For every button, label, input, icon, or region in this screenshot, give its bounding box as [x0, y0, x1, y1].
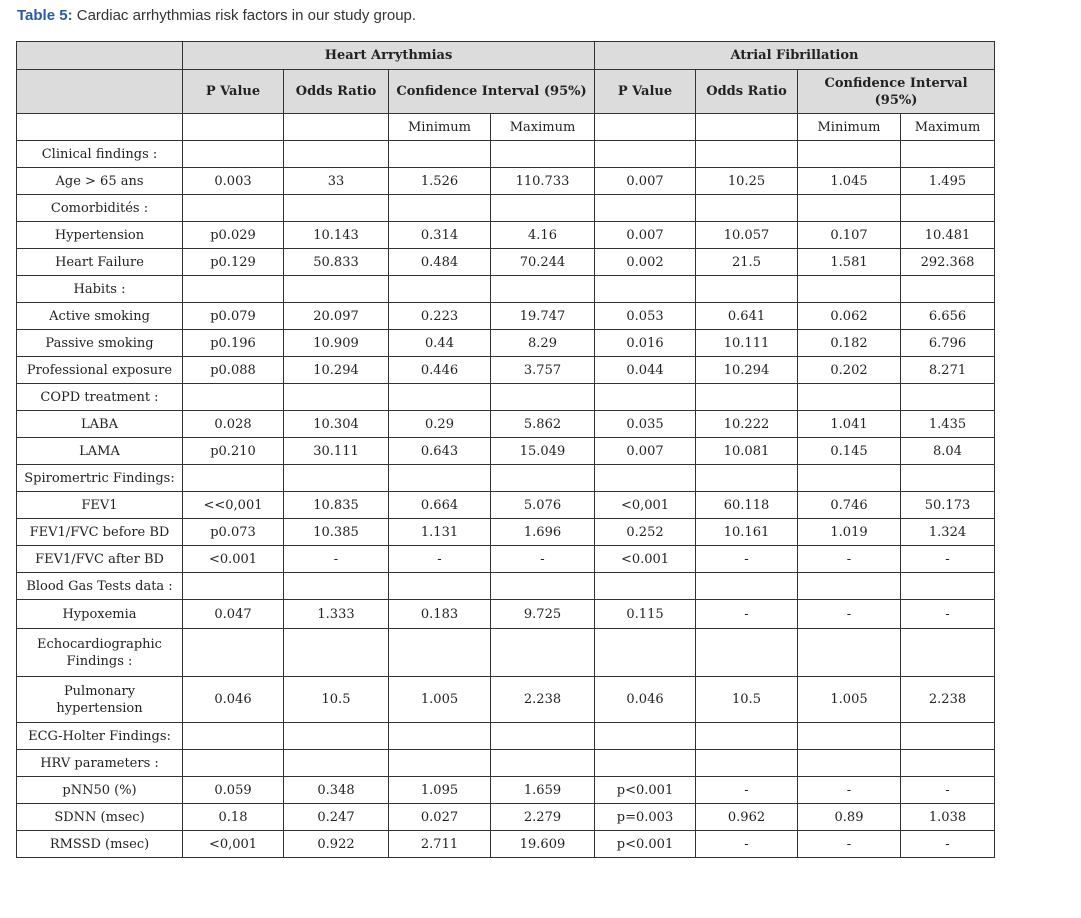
table-cell: - — [696, 831, 798, 858]
table-cell: <0.001 — [183, 546, 284, 573]
table-cell — [183, 384, 284, 411]
row-label: Hypoxemia — [17, 600, 183, 629]
table-cell: 5.076 — [491, 492, 595, 519]
table-cell: 1.041 — [798, 411, 901, 438]
table-cell: 0.145 — [798, 438, 901, 465]
col-header-odds-ratio: Odds Ratio — [284, 70, 389, 114]
table-cell — [284, 573, 389, 600]
table-cell — [595, 465, 696, 492]
table-cell: 1.696 — [491, 519, 595, 546]
table-cell: 10.294 — [284, 357, 389, 384]
table-cell: 1.526 — [389, 168, 491, 195]
table-cell: 4.16 — [491, 222, 595, 249]
col-header-odds-ratio: Odds Ratio — [696, 70, 798, 114]
row-label: Pulmonary hypertension — [17, 677, 183, 723]
row-label: LAMA — [17, 438, 183, 465]
row-label: FEV1/FVC before BD — [17, 519, 183, 546]
table-cell — [798, 195, 901, 222]
table-row — [17, 492, 995, 519]
table-cell: 8.29 — [491, 330, 595, 357]
table-row — [17, 330, 995, 357]
table-cell — [284, 750, 389, 777]
table-cell: 0.223 — [389, 303, 491, 330]
table-cell: 0.183 — [389, 600, 491, 629]
table-cell: 10.5 — [696, 677, 798, 723]
col-header-p-value: P Value — [595, 70, 696, 114]
section-row — [17, 723, 995, 750]
table-cell: 15.049 — [491, 438, 595, 465]
table-cell: 1.324 — [901, 519, 995, 546]
table-row — [17, 303, 995, 330]
subheader-empty-cell — [183, 114, 284, 141]
table-cell: - — [901, 546, 995, 573]
row-label: FEV1/FVC after BD — [17, 546, 183, 573]
table-cell: <0,001 — [595, 492, 696, 519]
table-cell: 6.656 — [901, 303, 995, 330]
table-cell: 21.5 — [696, 249, 798, 276]
row-label: RMSSD (msec) — [17, 831, 183, 858]
table-cell — [798, 573, 901, 600]
table-cell: 60.118 — [696, 492, 798, 519]
row-label: LABA — [17, 411, 183, 438]
table-cell — [183, 750, 284, 777]
table-cell: 0.182 — [798, 330, 901, 357]
table-cell: p0.129 — [183, 249, 284, 276]
table-cell: <0.001 — [595, 546, 696, 573]
table-cell — [696, 276, 798, 303]
table-cell: 50.833 — [284, 249, 389, 276]
table-cell: - — [491, 546, 595, 573]
subheader-row — [17, 114, 995, 141]
table-cell: 1.659 — [491, 777, 595, 804]
table-caption-label: Table 5: — [17, 7, 73, 24]
table-cell: 10.304 — [284, 411, 389, 438]
section-row — [17, 629, 995, 677]
section-label: COPD treatment : — [17, 384, 183, 411]
table-cell: 1.019 — [798, 519, 901, 546]
table-cell — [284, 629, 389, 677]
table-cell: 0.053 — [595, 303, 696, 330]
table-cell: 0.003 — [183, 168, 284, 195]
table-row — [17, 600, 995, 629]
table-cell — [284, 195, 389, 222]
table-cell: 0.046 — [595, 677, 696, 723]
table-cell — [595, 276, 696, 303]
table-cell — [595, 141, 696, 168]
table-cell: 2.279 — [491, 804, 595, 831]
table-cell — [389, 141, 491, 168]
table-cell — [901, 276, 995, 303]
table-cell: 10.25 — [696, 168, 798, 195]
table-cell: 0.007 — [595, 438, 696, 465]
table-cell: 0.18 — [183, 804, 284, 831]
table-cell: - — [696, 600, 798, 629]
table-row — [17, 411, 995, 438]
table-cell: 1.581 — [798, 249, 901, 276]
table-cell — [595, 750, 696, 777]
table-cell: 6.796 — [901, 330, 995, 357]
table-cell — [284, 723, 389, 750]
table-cell: 1.095 — [389, 777, 491, 804]
table-cell: 8.271 — [901, 357, 995, 384]
table-cell: 0.115 — [595, 600, 696, 629]
section-label: Clinical findings : — [17, 141, 183, 168]
table-cell — [696, 465, 798, 492]
table-row — [17, 777, 995, 804]
table-cell: 0.446 — [389, 357, 491, 384]
table-cell: - — [389, 546, 491, 573]
table-row — [17, 249, 995, 276]
table-cell: 0.252 — [595, 519, 696, 546]
section-row — [17, 276, 995, 303]
table-cell — [798, 750, 901, 777]
table-cell — [491, 384, 595, 411]
col-header-ci: Confidence Interval (95%) — [389, 70, 595, 114]
group-header-row — [17, 42, 995, 70]
table-cell: 1.038 — [901, 804, 995, 831]
section-row — [17, 384, 995, 411]
header-empty-cell — [17, 70, 183, 114]
table-cell — [798, 276, 901, 303]
table-row — [17, 222, 995, 249]
table-cell — [696, 723, 798, 750]
table-cell — [389, 384, 491, 411]
table-cell: 292.368 — [901, 249, 995, 276]
table-cell: 0.044 — [595, 357, 696, 384]
table-cell: 0.016 — [595, 330, 696, 357]
table-cell: 0.484 — [389, 249, 491, 276]
table-cell: 0.247 — [284, 804, 389, 831]
row-label: Professional exposure — [17, 357, 183, 384]
table-cell — [491, 750, 595, 777]
table-cell — [491, 573, 595, 600]
group-header-atrial-fibrillation: Atrial Fibrillation — [595, 42, 995, 70]
table-cell: 0.007 — [595, 222, 696, 249]
table-cell: 10.111 — [696, 330, 798, 357]
table-cell — [696, 750, 798, 777]
table-cell: - — [798, 777, 901, 804]
table-cell: 19.609 — [491, 831, 595, 858]
table-cell: - — [901, 600, 995, 629]
table-cell — [696, 573, 798, 600]
table-cell — [491, 276, 595, 303]
table-cell: 10.385 — [284, 519, 389, 546]
col-header-ci: Confidence Interval (95%) — [798, 70, 995, 114]
table-cell: 0.664 — [389, 492, 491, 519]
table-cell — [901, 750, 995, 777]
table-cell: 0.314 — [389, 222, 491, 249]
section-label: Habits : — [17, 276, 183, 303]
table-cell — [901, 384, 995, 411]
subheader-empty-cell — [696, 114, 798, 141]
section-row — [17, 573, 995, 600]
subheader-empty-cell — [17, 114, 183, 141]
header-empty-cell — [17, 42, 183, 70]
table-cell — [491, 195, 595, 222]
table-cell: 33 — [284, 168, 389, 195]
table-cell — [183, 723, 284, 750]
group-header-heart-arrythmias: Heart Arrythmias — [183, 42, 595, 70]
table-cell — [491, 141, 595, 168]
section-row — [17, 195, 995, 222]
table-cell — [696, 195, 798, 222]
table-cell — [389, 629, 491, 677]
table-cell: 0.028 — [183, 411, 284, 438]
table-cell: 0.962 — [696, 804, 798, 831]
table-cell: 70.244 — [491, 249, 595, 276]
table-cell: 0.046 — [183, 677, 284, 723]
table-cell — [183, 276, 284, 303]
row-label: Active smoking — [17, 303, 183, 330]
table-cell: 50.173 — [901, 492, 995, 519]
table-cell: 2.238 — [901, 677, 995, 723]
table-cell: 10.222 — [696, 411, 798, 438]
table-cell: p0.029 — [183, 222, 284, 249]
table-cell — [389, 750, 491, 777]
table-row — [17, 804, 995, 831]
table-cell: 19.747 — [491, 303, 595, 330]
table-cell — [595, 629, 696, 677]
table-cell: 1.495 — [901, 168, 995, 195]
table-cell: 9.725 — [491, 600, 595, 629]
table-cell: 10.057 — [696, 222, 798, 249]
section-row — [17, 750, 995, 777]
section-row — [17, 465, 995, 492]
table-cell: 10.161 — [696, 519, 798, 546]
table-cell: 0.643 — [389, 438, 491, 465]
table-cell — [491, 465, 595, 492]
table-cell: - — [696, 777, 798, 804]
table-cell — [491, 629, 595, 677]
table-row — [17, 438, 995, 465]
table-cell: p0.088 — [183, 357, 284, 384]
subheader-empty-cell — [595, 114, 696, 141]
table-cell — [595, 723, 696, 750]
table-caption-text: Cardiac arrhythmias risk factors in our study group. — [76, 7, 417, 24]
subheader-min: Minimum — [798, 114, 901, 141]
risk-factors-table — [16, 41, 995, 858]
table-row — [17, 677, 995, 723]
section-label: Comorbidités : — [17, 195, 183, 222]
section-label: HRV parameters : — [17, 750, 183, 777]
table-cell — [595, 573, 696, 600]
section-label: Echocardiographic Findings : — [17, 629, 183, 677]
table-cell: 0.107 — [798, 222, 901, 249]
row-label: Age > 65 ans — [17, 168, 183, 195]
col-header-p-value: P Value — [183, 70, 284, 114]
table-cell: 2.238 — [491, 677, 595, 723]
column-header-row — [17, 70, 995, 114]
table-row — [17, 519, 995, 546]
table-cell — [798, 141, 901, 168]
table-cell: 5.862 — [491, 411, 595, 438]
table-cell — [284, 465, 389, 492]
table-cell: - — [901, 831, 995, 858]
table-cell — [183, 465, 284, 492]
table-cell — [901, 723, 995, 750]
table-cell: 0.002 — [595, 249, 696, 276]
table-caption — [17, 7, 416, 24]
table-cell: p0.079 — [183, 303, 284, 330]
table-cell: - — [798, 546, 901, 573]
table-cell — [491, 723, 595, 750]
subheader-max: Maximum — [901, 114, 995, 141]
table-cell — [901, 465, 995, 492]
table-cell — [696, 629, 798, 677]
table-cell: <<0,001 — [183, 492, 284, 519]
subheader-min: Minimum — [389, 114, 491, 141]
table-cell: p0.210 — [183, 438, 284, 465]
table-cell: 0.44 — [389, 330, 491, 357]
table-cell: 0.348 — [284, 777, 389, 804]
table-cell — [901, 629, 995, 677]
table-cell: 20.097 — [284, 303, 389, 330]
table-cell — [595, 195, 696, 222]
table-row — [17, 831, 995, 858]
table-cell: 1.435 — [901, 411, 995, 438]
table-row — [17, 357, 995, 384]
table-cell: 3.757 — [491, 357, 595, 384]
table-cell: 0.035 — [595, 411, 696, 438]
table-cell: p=0.003 — [595, 804, 696, 831]
table-cell: 0.89 — [798, 804, 901, 831]
table-cell: 2.711 — [389, 831, 491, 858]
section-row — [17, 141, 995, 168]
table-cell: 10.294 — [696, 357, 798, 384]
table-cell — [901, 195, 995, 222]
table-cell: 0.641 — [696, 303, 798, 330]
table-cell — [284, 276, 389, 303]
table-cell: 8.04 — [901, 438, 995, 465]
section-label: Spiromertric Findings: — [17, 465, 183, 492]
table-cell: 1.005 — [389, 677, 491, 723]
row-label: pNN50 (%) — [17, 777, 183, 804]
table-cell: 1.005 — [798, 677, 901, 723]
row-label: FEV1 — [17, 492, 183, 519]
table-row — [17, 546, 995, 573]
table-cell: <0,001 — [183, 831, 284, 858]
table-cell — [183, 141, 284, 168]
table-cell — [798, 629, 901, 677]
row-label: Heart Failure — [17, 249, 183, 276]
table-row — [17, 168, 995, 195]
table-cell: - — [798, 600, 901, 629]
table-cell — [183, 629, 284, 677]
table-cell: p<0.001 — [595, 777, 696, 804]
table-cell — [183, 195, 284, 222]
table-cell — [183, 573, 284, 600]
section-label: Blood Gas Tests data : — [17, 573, 183, 600]
table-cell: 110.733 — [491, 168, 595, 195]
section-label: ECG-Holter Findings: — [17, 723, 183, 750]
table-cell: 10.481 — [901, 222, 995, 249]
table-cell: - — [696, 546, 798, 573]
subheader-empty-cell — [284, 114, 389, 141]
table-cell — [284, 384, 389, 411]
table-cell: 0.922 — [284, 831, 389, 858]
row-label: SDNN (msec) — [17, 804, 183, 831]
row-label: Passive smoking — [17, 330, 183, 357]
row-label: Hypertension — [17, 222, 183, 249]
table-cell: 10.5 — [284, 677, 389, 723]
table-cell — [798, 723, 901, 750]
table-cell: 10.143 — [284, 222, 389, 249]
table-cell — [901, 573, 995, 600]
table-cell: 0.29 — [389, 411, 491, 438]
table-cell — [901, 141, 995, 168]
table-cell: 0.202 — [798, 357, 901, 384]
table-cell: 1.333 — [284, 600, 389, 629]
table-cell — [389, 723, 491, 750]
table-cell — [284, 141, 389, 168]
table-cell: p0.196 — [183, 330, 284, 357]
table-cell: p0.073 — [183, 519, 284, 546]
table-cell: 0.746 — [798, 492, 901, 519]
table-cell: 0.062 — [798, 303, 901, 330]
table-cell: 0.027 — [389, 804, 491, 831]
table-cell: - — [284, 546, 389, 573]
table-cell: 0.059 — [183, 777, 284, 804]
subheader-max: Maximum — [491, 114, 595, 141]
table-cell: p<0.001 — [595, 831, 696, 858]
table-cell: 0.047 — [183, 600, 284, 629]
table-cell: 1.131 — [389, 519, 491, 546]
table-cell: 0.007 — [595, 168, 696, 195]
table-cell: - — [798, 831, 901, 858]
table-cell — [798, 465, 901, 492]
table-cell — [696, 384, 798, 411]
table-cell — [389, 465, 491, 492]
table-cell: 10.081 — [696, 438, 798, 465]
table-cell: 10.835 — [284, 492, 389, 519]
table-cell — [595, 384, 696, 411]
table-cell — [389, 195, 491, 222]
table-cell — [389, 573, 491, 600]
table-cell — [389, 276, 491, 303]
table-cell: 10.909 — [284, 330, 389, 357]
table-cell — [696, 141, 798, 168]
table-cell: 1.045 — [798, 168, 901, 195]
table-cell — [798, 384, 901, 411]
table-cell: 30.111 — [284, 438, 389, 465]
table-cell: - — [901, 777, 995, 804]
